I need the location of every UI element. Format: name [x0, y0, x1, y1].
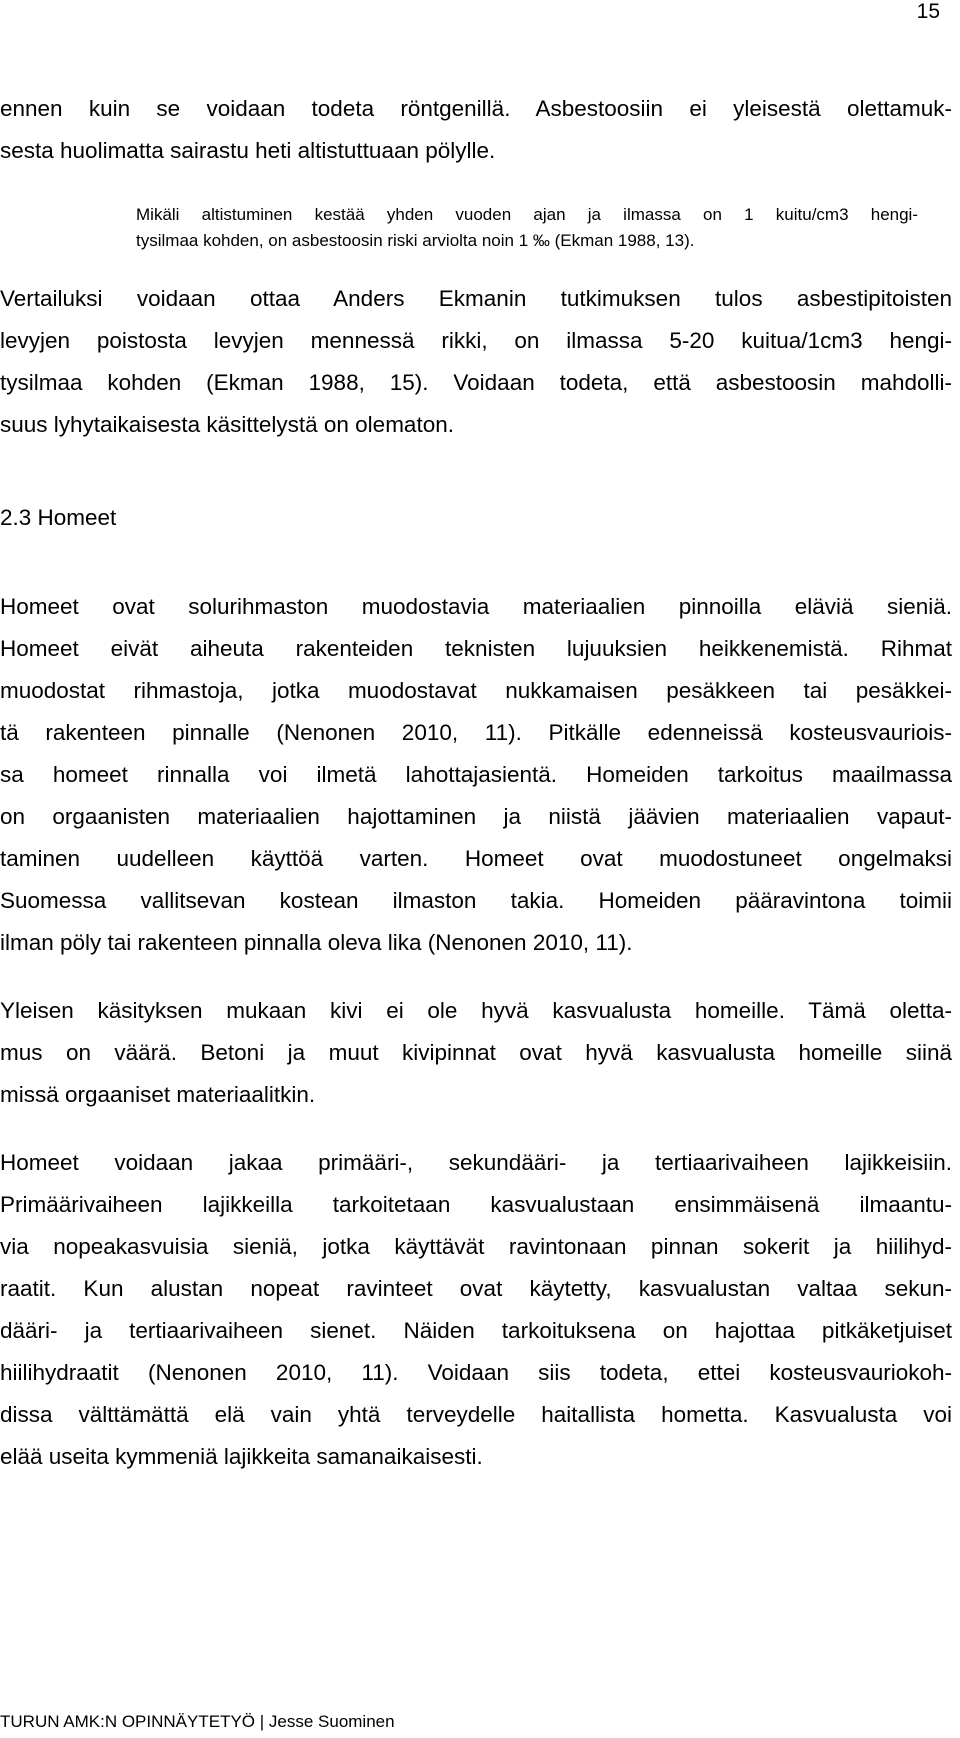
para3-line: missä orgaaniset materiaalitkin.	[0, 1082, 316, 1107]
para4-line: hiilihydraatit (Nenonen 2010, 11). Voidaan siis todeta, ettei kosteusvauriokoh-	[0, 1360, 952, 1385]
para2-line: sa homeet rinnalla voi ilmetä lahottajasientä. Homeiden tarkoitus maailmassa	[0, 762, 952, 787]
quote-line: Mikäli altistuminen kestää yhden vuoden ajan ja ilmassa on 1 kuitu/cm3 hengi-	[136, 205, 918, 224]
para4-line: dääri- ja tertiaarivaiheen sienet. Näiden tarkoituksena on hajottaa pitkäketjuiset	[0, 1318, 952, 1343]
para4-line: raatit. Kun alustan nopeat ravinteet ovat käytetty, kasvualustan valtaa sekun-	[0, 1276, 952, 1301]
page-footer: TURUN AMK:N OPINNÄYTETYÖ | Jesse Suominen	[0, 1712, 395, 1731]
para3-line: Yleisen käsityksen mukaan kivi ei ole hyvä kasvualusta homeille. Tämä oletta-	[0, 998, 952, 1023]
para1-line: levyjen poistosta levyjen mennessä rikki, on ilmassa 5-20 kuitua/1cm3 hengi-	[0, 328, 952, 353]
para1-line: Vertailuksi voidaan ottaa Anders Ekmanin tutkimuksen tulos asbestipitoisten	[0, 286, 952, 311]
para2-line: Homeet eivät aiheuta rakenteiden teknisten lujuuksien heikkenemistä. Rihmat	[0, 636, 952, 661]
para2-line: taminen uudelleen käyttöä varten. Homeet ovat muodostuneet ongelmaksi	[0, 846, 952, 871]
para2-line: ilman pöly tai rakenteen pinnalla oleva lika (Nenonen 2010, 11).	[0, 930, 633, 955]
para2-line: on orgaanisten materiaalien hajottaminen ja niistä jäävien materiaalien vapaut-	[0, 804, 952, 829]
quote-line: tysilmaa kohden, on asbestoosin riski arviolta noin 1 ‰ (Ekman 1988, 13).	[136, 231, 695, 250]
para4-line: dissa välttämättä elä vain yhtä terveydelle haitallista hometta. Kasvualusta voi	[0, 1402, 952, 1427]
para2-line: Homeet ovat solurihmaston muodostavia materiaalien pinnoilla eläviä sieniä.	[0, 594, 952, 619]
intro-line: sesta huolimatta sairastu heti altistuttuaan pölylle.	[0, 138, 496, 163]
para1-line: suus lyhytaikaisesta käsittelystä on olematon.	[0, 412, 454, 437]
para2-line: tä rakenteen pinnalle (Nenonen 2010, 11). Pitkälle edenneissä kosteusvauriois-	[0, 720, 952, 745]
para2-line: Suomessa vallitsevan kostean ilmaston takia. Homeiden pääravintona toimii	[0, 888, 952, 913]
section-heading: 2.3 Homeet	[0, 505, 117, 530]
intro-line: ennen kuin se voidaan todeta röntgenillä. Asbestoosiin ei yleisestä olettamuk-	[0, 96, 952, 121]
para4-line: via nopeakasvuisia sieniä, jotka käyttävät ravintonaan pinnan sokerit ja hiilihyd-	[0, 1234, 952, 1259]
para4-line: Primäärivaiheen lajikkeilla tarkoitetaan kasvualustaan ensimmäisenä ilmaantu-	[0, 1192, 952, 1217]
para3-line: mus on väärä. Betoni ja muut kivipinnat ovat hyvä kasvualusta homeille siinä	[0, 1040, 952, 1065]
para4-line: elää useita kymmeniä lajikkeita samanaikaisesti.	[0, 1444, 483, 1469]
page-number: 15	[916, 0, 940, 23]
para1-line: tysilmaa kohden (Ekman 1988, 15). Voidaan todeta, että asbestoosin mahdolli-	[0, 370, 952, 395]
para2-line: muodostat rihmastoja, jotka muodostavat nukkamaisen pesäkkeen tai pesäkkei-	[0, 678, 952, 703]
para4-line: Homeet voidaan jakaa primääri-, sekundääri- ja tertiaarivaiheen lajikkeisiin.	[0, 1150, 952, 1175]
